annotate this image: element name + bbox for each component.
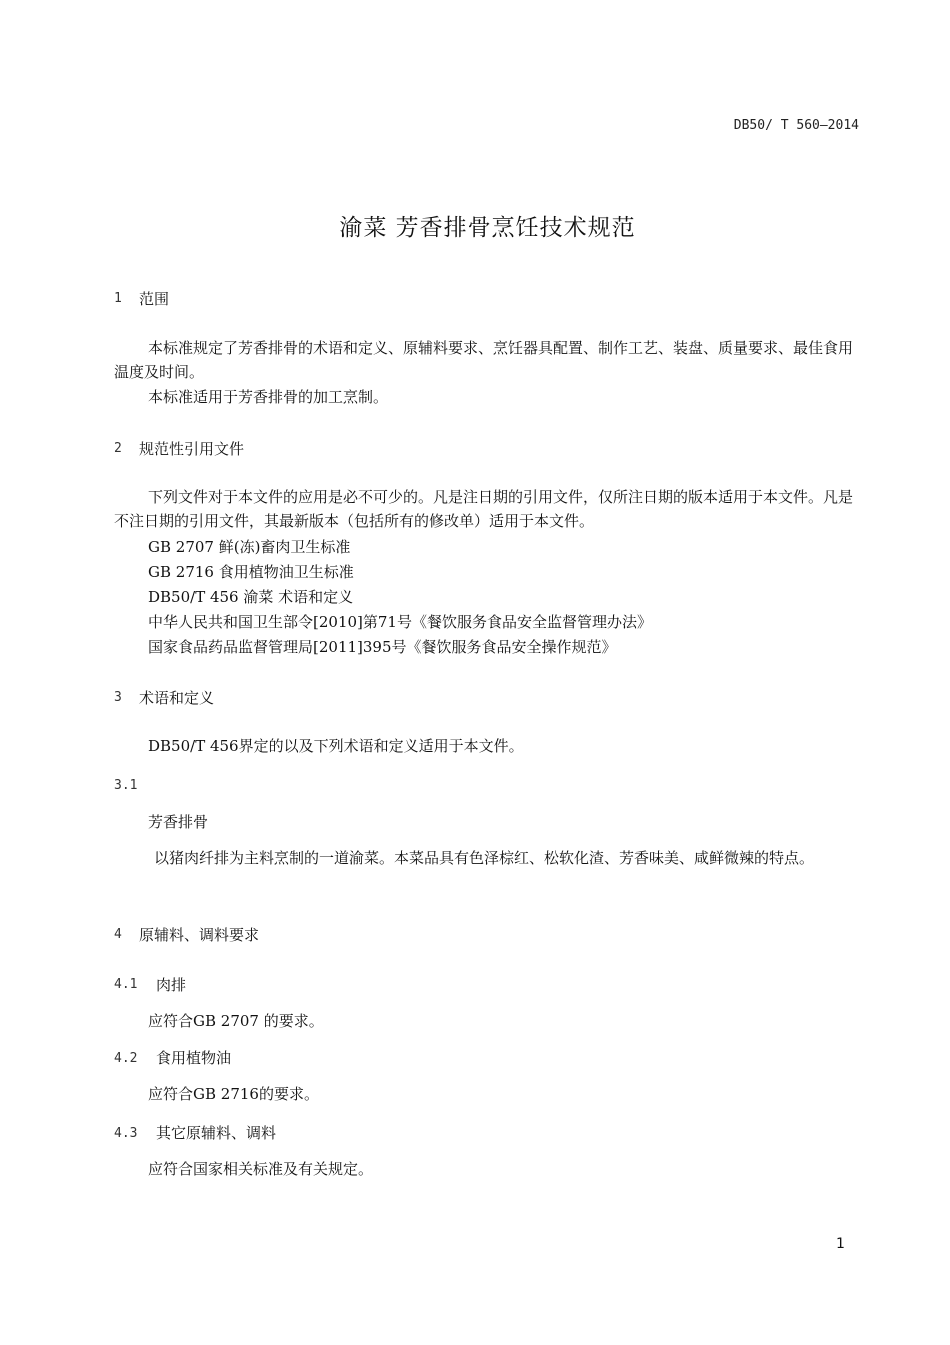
subsection-4-1-text: 应符合GB 2707 的要求。 (148, 1012, 324, 1030)
subsection-4-2-text: 应符合GB 2716的要求。 (148, 1085, 319, 1103)
subsection-4-3-number: 4.3 (114, 1126, 138, 1141)
section-4-heading: 原辅料、调料要求 (139, 926, 260, 944)
reference-item: DB50/T 456 渝菜 术语和定义 (148, 588, 354, 606)
section-2-heading: 规范性引用文件 (139, 440, 245, 458)
section-1-heading: 范围 (139, 290, 170, 308)
section-4-number: 4 (114, 927, 122, 942)
section-2-number: 2 (114, 441, 122, 456)
term-definition: 以猪肉纤排为主料烹制的一道渝菜。本菜品具有色泽棕红、松软化渣、芳香味美、咸鲜微辣的特点。 (154, 849, 815, 867)
page-number: 1 (836, 1236, 845, 1252)
page-title: 渝菜 芳香排骨烹饪技术规范 (339, 215, 636, 241)
subsection-4-2-number: 4.2 (114, 1051, 138, 1066)
reference-item: GB 2707 鲜(冻)畜肉卫生标准 (148, 538, 351, 556)
subsection-4-3-heading: 其它原辅料、调料 (156, 1124, 277, 1142)
section-3-number: 3 (114, 690, 122, 705)
section-1-paragraph-1: 本标准规定了芳香排骨的术语和定义、原辅料要求、烹饪器具配置、制作工艺、装盘、质量要求、最佳食用温度及时间。 (114, 339, 854, 381)
section-3-paragraph-1: DB50/T 456界定的以及下列术语和定义适用于本文件。 (148, 737, 524, 755)
subsection-4-1-number: 4.1 (114, 977, 138, 992)
subsection-4-3-text: 应符合国家相关标准及有关规定。 (148, 1160, 374, 1178)
reference-item: 中华人民共和国卫生部令[2010]第71号《餐饮服务食品安全监督管理办法》 (148, 613, 652, 631)
doc-code: DB50/ T 560—2014 (733, 118, 859, 133)
reference-item: GB 2716 食用植物油卫生标准 (148, 563, 354, 581)
subsection-4-1-heading: 肉排 (156, 976, 187, 994)
subsection-4-2-heading: 食用植物油 (156, 1049, 232, 1067)
section-3-heading: 术语和定义 (139, 689, 215, 707)
section-1-number: 1 (114, 291, 122, 306)
term-heading: 芳香排骨 (148, 813, 209, 831)
section-2-paragraph-1: 下列文件对于本文件的应用是必不可少的。凡是注日期的引用文件，仅所注日期的版本适用于本文件。凡是不注日期的引用文件，其最新版本（包括所有的修改单）适用于本文件。 (114, 488, 854, 530)
section-1-paragraph-2: 本标准适用于芳香排骨的加工烹制。 (148, 388, 389, 406)
subsection-3-1-number: 3.1 (114, 778, 138, 793)
reference-item: 国家食品药品监督管理局[2011]395号《餐饮服务食品安全操作规范》 (148, 638, 617, 656)
